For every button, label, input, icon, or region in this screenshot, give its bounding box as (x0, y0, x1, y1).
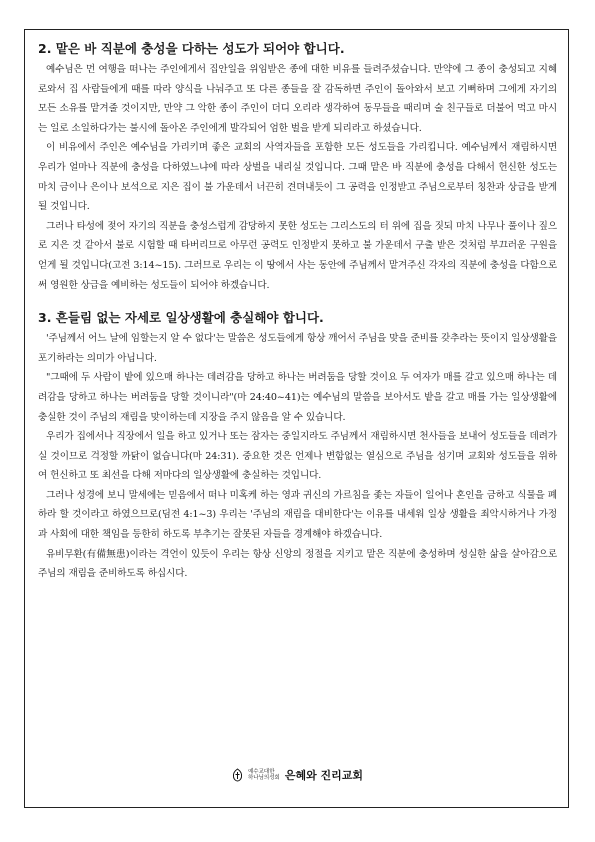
church-footer (0, 767, 595, 783)
section-3-paragraph: 그러나 성경에 보니 말세에는 믿음에서 떠나 미혹케 하는 영과 귀신의 가르침을 좇는 자들이 일어나 혼인을 금하고 식물을 폐하라 할 것이라고 하였으므로(딤전 4:1~3) 우리는 '주님의 재림을 대비한다'는 이유를 내세워 일상 생활을 죄악시하거나 가정과 사회에 대한 책임을 등한히 하도록 부추기는 잘못된 자들을 경계해야 하겠습니다. (38, 489, 557, 541)
denomination-label (248, 769, 280, 782)
church-logo-icon (232, 768, 243, 782)
section-3-heading: 3. 흔들림 없는 자세로 일상생활에 충실해야 합니다. (38, 310, 324, 326)
document-body (38, 40, 557, 584)
section-3-paragraph: 우리가 집에서나 직장에서 일을 하고 있거나 또는 잠자는 중일지라도 주님께서 재림하시면 천사들을 보내어 성도들을 데려가실 것이므로 걱정할 까닭이 없습니다(마 24:31). 중요한 것은 언제나 변함없는 열심으로 주님을 섬기며 교회와 성도들을 위하여 헌신하고 또 최선을 다해 저마다의 일상생활에 충실하는 것입니다. (38, 431, 557, 482)
section-2-paragraph: 예수님은 먼 여행을 떠나는 주인에게서 집안일을 위임받은 종에 대한 비유를 들려주셨습니다. 만약에 그 종이 충성되고 지혜로와서 집 사람들에게 때를 따라 양식을 나눠주고 또 다른 종들을 잘 감독하면 주인이 돌아와서 보고 기뻐하며 그에게 자기의 모든 소유를 맡겨줄 것이지만, 만약 그 악한 종이 주인이 더디 오리라 생각하여 동무들을 때리며 술 친구들로 더불어 먹고 마시는 일로 소일하다가는 불시에 돌아온 주인에게 발각되어 엄한 벌을 받게 되리라고 하셨습니다. (38, 64, 557, 134)
church-name: 은혜와 진리교회 (284, 769, 364, 782)
denomination-line-2: 하나님의성회 (247, 775, 280, 781)
section-2-heading: 2. 맡은 바 직분에 충성을 다하는 성도가 되어야 합니다. (38, 41, 345, 56)
section-3-paragraph: '주님께서 어느 날에 임할는지 알 수 없다'는 말씀은 성도들에게 항상 깨어서 주님을 맞을 준비를 갖추라는 뜻이지 일상생활을 포기하라는 의미가 아닙니다. (38, 333, 557, 364)
denomination-line-1: 예수교대한 (247, 768, 275, 775)
section-3-paragraph: 유비무환(有備無患)이라는 격언이 있듯이 우리는 항상 신앙의 정절을 지키고 맡은 직분에 충성하며 성실한 삶을 살아감으로 주님의 재림을 준비하도록 하십시다. (38, 548, 557, 580)
section-2-paragraph: 그러나 타성에 젖어 자기의 직분을 충성스럽게 감당하지 못한 성도는 그리스도의 터 위에 집을 짓되 마치 나무나 풀이나 짚으로 지은 것 같아서 불로 시험할 때 타버리므로 아무런 공력도 인정받지 못하고 불 가운데서 구출 받은 것처럼 부끄러운 구원을 얻게 될 것입니다(고전 3:14~15). 그러므로 우리는 이 땅에서 사는 동안에 주님께서 맡겨주신 각자의 직분에 충성을 다함으로써 영원한 상급을 예비하는 성도들이 되어야 하겠습니다. (38, 220, 557, 291)
section-3-paragraph: "그때에 두 사람이 밭에 있으매 하나는 데려감을 당하고 하나는 버려둠을 당할 것이요 두 여자가 매를 갈고 있으매 하나는 데려감을 당하고 하나는 버려둠을 당할 것이니라"(마 24:40~41)는 예수님의 말씀을 보아서도 밭을 갈고 매를 가는 일상생활에 충실한 것이 주님의 재림을 맞이하는데 지장을 주지 않음을 알 수 있습니다. (38, 372, 557, 423)
section-2-paragraph: 이 비유에서 주인은 예수님을 가리키며 좋은 교회의 사역자들을 포함한 모든 성도들을 가리킵니다. 예수님께서 재림하시면 우리가 얼마나 직분에 충성을 다하였느냐에 따라 상벌을 내리실 것입니다. 그때 맡은 바 직분에 충성을 다해서 헌신한 성도는 마치 금이나 은이나 보석으로 지은 집이 불 가운데서 너끈히 견뎌내듯이 그 공력을 인정받고 주님으로부터 칭찬과 상급을 받게 될 것입니다. (38, 142, 557, 213)
section-gap (38, 295, 557, 309)
